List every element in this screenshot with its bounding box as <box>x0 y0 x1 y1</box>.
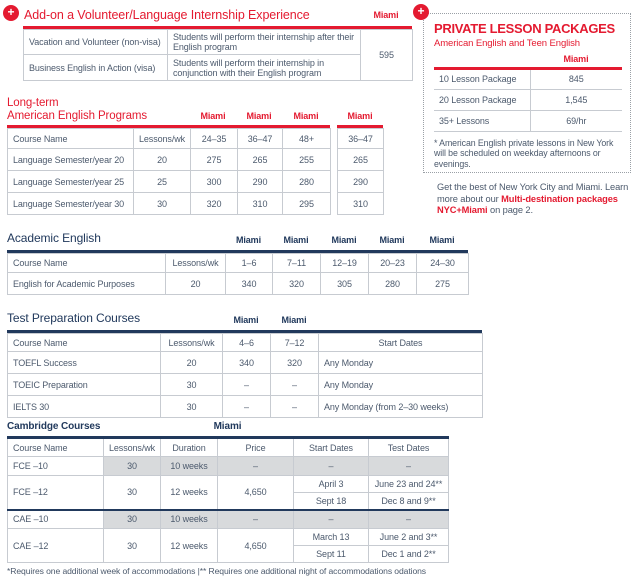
price-cell: 290 <box>338 171 384 193</box>
plus-icon: + <box>413 4 429 20</box>
lessons-cell: 30 <box>161 396 223 418</box>
package-label-cell: 20 Lesson Package <box>434 89 530 110</box>
promo-link[interactable]: Multi-destination packages NYC+Miami <box>437 193 618 215</box>
col-header-test-dates: Test Dates <box>369 438 449 457</box>
price-cell: 845 <box>530 68 622 89</box>
table-row <box>8 476 449 493</box>
lessons-cell: 30 <box>134 193 191 215</box>
col-header-price: Price <box>218 438 294 457</box>
cambridge-table <box>7 436 449 563</box>
col-header-course: Course Name <box>8 129 134 149</box>
table-row <box>8 374 483 396</box>
price-cell: 280 <box>369 273 417 295</box>
price-cell: – <box>271 396 319 418</box>
price-cell: 340 <box>226 273 273 295</box>
col-header-course: Course Name <box>8 254 166 273</box>
city-header-miami: Miami <box>379 235 405 245</box>
section-rule <box>7 125 383 128</box>
duration-cell: 10 weeks <box>161 457 218 476</box>
private-lessons-title: PRIVATE LESSON PACKAGES <box>434 21 615 36</box>
course-name-cell: Vacation and Volunteer (non-visa) <box>24 30 168 55</box>
course-name-cell: CAE –12 <box>8 529 104 563</box>
price-cell: 595 <box>361 30 413 81</box>
price-cell: – <box>218 457 294 476</box>
table-row <box>8 352 483 374</box>
start-date-cell: Sept 18 <box>294 493 369 510</box>
price-cell: 1,545 <box>530 89 622 110</box>
col-header-weeks: 48+ <box>283 129 331 149</box>
price-cell: 265 <box>338 149 384 171</box>
col-header-weeks: 1–6 <box>226 254 273 273</box>
private-lessons-table <box>434 52 622 132</box>
accommodations-footnote: *Requires one additional week of accommodations |** Requires one additional night of accommodations odations <box>7 566 426 576</box>
test-date-cell: Dec 8 and 9** <box>369 493 449 510</box>
course-desc-cell: Students will perform their internship after their English program <box>168 30 361 55</box>
testprep-title: Test Preparation Courses <box>7 311 140 325</box>
table-header-row <box>8 438 449 457</box>
city-header-miami: Miami <box>281 315 307 325</box>
table-row <box>8 171 384 193</box>
start-date-cell: March 13 <box>294 529 369 546</box>
package-label-cell: 10 Lesson Package <box>434 68 530 89</box>
test-date-cell: – <box>369 510 449 529</box>
price-cell: 265 <box>238 149 283 171</box>
addon-section <box>3 5 412 81</box>
private-lessons-subtitle: American English and Teen English <box>434 38 580 49</box>
col-header-weeks: 12–19 <box>321 254 369 273</box>
col-header-course: Course Name <box>8 438 104 457</box>
price-cell: 320 <box>191 193 238 215</box>
lessons-cell: 30 <box>104 476 161 510</box>
price-cell: – <box>271 374 319 396</box>
city-header-miami: Miami <box>213 421 242 432</box>
addon-table <box>23 29 413 81</box>
academic-table <box>7 253 469 295</box>
test-date-cell: Dec 1 and 2** <box>369 546 449 563</box>
private-lessons-note: * American English private lessons in New York will be scheduled on weekday afternoons or evenings. <box>434 137 614 169</box>
lessons-cell: 30 <box>161 374 223 396</box>
city-header-miami: Miami <box>246 111 272 121</box>
start-date-cell: Sept 11 <box>294 546 369 563</box>
price-cell: 295 <box>283 193 331 215</box>
course-name-cell: Business English in Action (visa) <box>24 55 168 81</box>
academic-title: Academic English <box>7 231 101 245</box>
course-name-cell: FCE –12 <box>8 476 104 510</box>
start-date-cell: – <box>294 510 369 529</box>
private-lessons-panel <box>417 4 631 173</box>
city-header-miami: Miami <box>373 10 399 20</box>
course-name-cell: Language Semester/year 20 <box>8 149 134 171</box>
price-cell: 275 <box>191 149 238 171</box>
lessons-cell: 20 <box>134 149 191 171</box>
package-label-cell: 35+ Lessons <box>434 110 530 131</box>
table-row <box>8 457 449 476</box>
col-header-lessons: Lessons/wk <box>104 438 161 457</box>
col-header-weeks: 7–11 <box>273 254 321 273</box>
col-header-weeks: 4–6 <box>223 334 271 352</box>
col-header-weeks: 7–12 <box>271 334 319 352</box>
price-cell: 280 <box>283 171 331 193</box>
gap-spacer <box>331 129 338 149</box>
promo-text: on page 2. <box>487 205 533 215</box>
cambridge-section <box>7 421 448 563</box>
empty-cell <box>434 52 530 68</box>
table-row <box>434 110 622 131</box>
course-name-cell: TOEFL Success <box>8 352 161 374</box>
lessons-cell: 20 <box>166 273 226 295</box>
table-header-row <box>8 254 469 273</box>
course-desc-cell: Students will perform their internship in conjunction with their English program <box>168 55 361 81</box>
table-row <box>8 529 449 546</box>
test-date-cell: – <box>369 457 449 476</box>
col-header-lessons: Lessons/wk <box>161 334 223 352</box>
course-name-cell: Language Semester/year 25 <box>8 171 134 193</box>
price-cell: 275 <box>417 273 469 295</box>
col-header-start-dates: Start Dates <box>294 438 369 457</box>
price-cell: – <box>223 396 271 418</box>
col-header-weeks: 24–30 <box>417 254 469 273</box>
cambridge-title: Cambridge Courses <box>7 421 101 432</box>
table-row <box>24 30 413 55</box>
city-header-miami: Miami <box>233 315 259 325</box>
price-cell: 69/hr <box>530 110 622 131</box>
city-header-miami: Miami <box>331 235 357 245</box>
plus-icon: + <box>3 5 19 21</box>
test-date-cell: June 23 and 24** <box>369 476 449 493</box>
duration-cell: 12 weeks <box>161 529 218 563</box>
table-header-row <box>434 52 622 68</box>
academic-section <box>7 231 468 295</box>
duration-cell: 10 weeks <box>161 510 218 529</box>
price-cell: – <box>223 374 271 396</box>
promo-text: Get the best of New York City and Miami. Learn more about our <box>437 182 629 204</box>
table-header-row <box>8 334 483 352</box>
table-row <box>24 55 413 81</box>
price-cell: 310 <box>338 193 384 215</box>
price-cell: – <box>218 510 294 529</box>
start-dates-cell: Any Monday <box>319 374 483 396</box>
city-header-miami: Miami <box>347 111 373 121</box>
lessons-cell: 20 <box>161 352 223 374</box>
multi-destination-promo <box>437 182 633 217</box>
longterm-table <box>7 128 384 215</box>
duration-cell: 12 weeks <box>161 476 218 510</box>
longterm-title-line2: American English Programs <box>7 109 148 122</box>
course-name-cell: CAE –10 <box>8 510 104 529</box>
longterm-section <box>7 97 383 215</box>
table-header-row <box>8 129 384 149</box>
start-dates-cell: Any Monday (from 2–30 weeks) <box>319 396 483 418</box>
start-date-cell: April 3 <box>294 476 369 493</box>
table-row <box>8 396 483 418</box>
course-name-cell: TOEIC Preparation <box>8 374 161 396</box>
gap-spacer <box>331 171 338 193</box>
col-header-weeks: 20–23 <box>369 254 417 273</box>
price-cell: 320 <box>273 273 321 295</box>
start-date-cell: – <box>294 457 369 476</box>
course-name-cell: FCE –10 <box>8 457 104 476</box>
price-cell: 4,650 <box>218 529 294 563</box>
col-header-lessons: Lessons/wk <box>134 129 191 149</box>
price-cell: 305 <box>321 273 369 295</box>
table-row <box>434 68 622 89</box>
price-cell: 300 <box>191 171 238 193</box>
course-name-cell: English for Academic Purposes <box>8 273 166 295</box>
city-header-miami: Miami <box>429 235 455 245</box>
city-header-miami: Miami <box>235 235 261 245</box>
price-cell: 255 <box>283 149 331 171</box>
col-header-weeks: 24–35 <box>191 129 238 149</box>
lessons-cell: 30 <box>104 457 161 476</box>
gap-spacer <box>331 193 338 215</box>
col-header-weeks: 36–47 <box>338 129 384 149</box>
price-cell: 320 <box>271 352 319 374</box>
price-cell: 290 <box>238 171 283 193</box>
col-header-duration: Duration <box>161 438 218 457</box>
lessons-cell: 30 <box>104 529 161 563</box>
testprep-section <box>7 311 482 418</box>
city-header-miami: Miami <box>293 111 319 121</box>
table-row <box>8 273 469 295</box>
lessons-cell: 30 <box>104 510 161 529</box>
addon-section-title: Add-on a Volunteer/Language Internship Experience <box>24 8 310 22</box>
col-header-course: Course Name <box>8 334 161 352</box>
city-header-miami: Miami <box>530 52 622 68</box>
price-cell: 4,650 <box>218 476 294 510</box>
table-row <box>8 193 384 215</box>
start-dates-cell: Any Monday <box>319 352 483 374</box>
price-cell: 340 <box>223 352 271 374</box>
course-name-cell: Language Semester/year 30 <box>8 193 134 215</box>
gap-spacer <box>331 149 338 171</box>
price-cell: 310 <box>238 193 283 215</box>
longterm-title-line1: Long-term <box>7 97 59 109</box>
col-header-weeks: 36–47 <box>238 129 283 149</box>
lessons-cell: 25 <box>134 171 191 193</box>
table-row <box>8 510 449 529</box>
testprep-table <box>7 333 483 418</box>
city-header-miami: Miami <box>283 235 309 245</box>
table-row <box>434 89 622 110</box>
course-name-cell: IELTS 30 <box>8 396 161 418</box>
col-header-lessons: Lessons/wk <box>166 254 226 273</box>
col-header-start-dates: Start Dates <box>319 334 483 352</box>
city-header-miami: Miami <box>200 111 226 121</box>
table-row <box>8 149 384 171</box>
test-date-cell: June 2 and 3** <box>369 529 449 546</box>
